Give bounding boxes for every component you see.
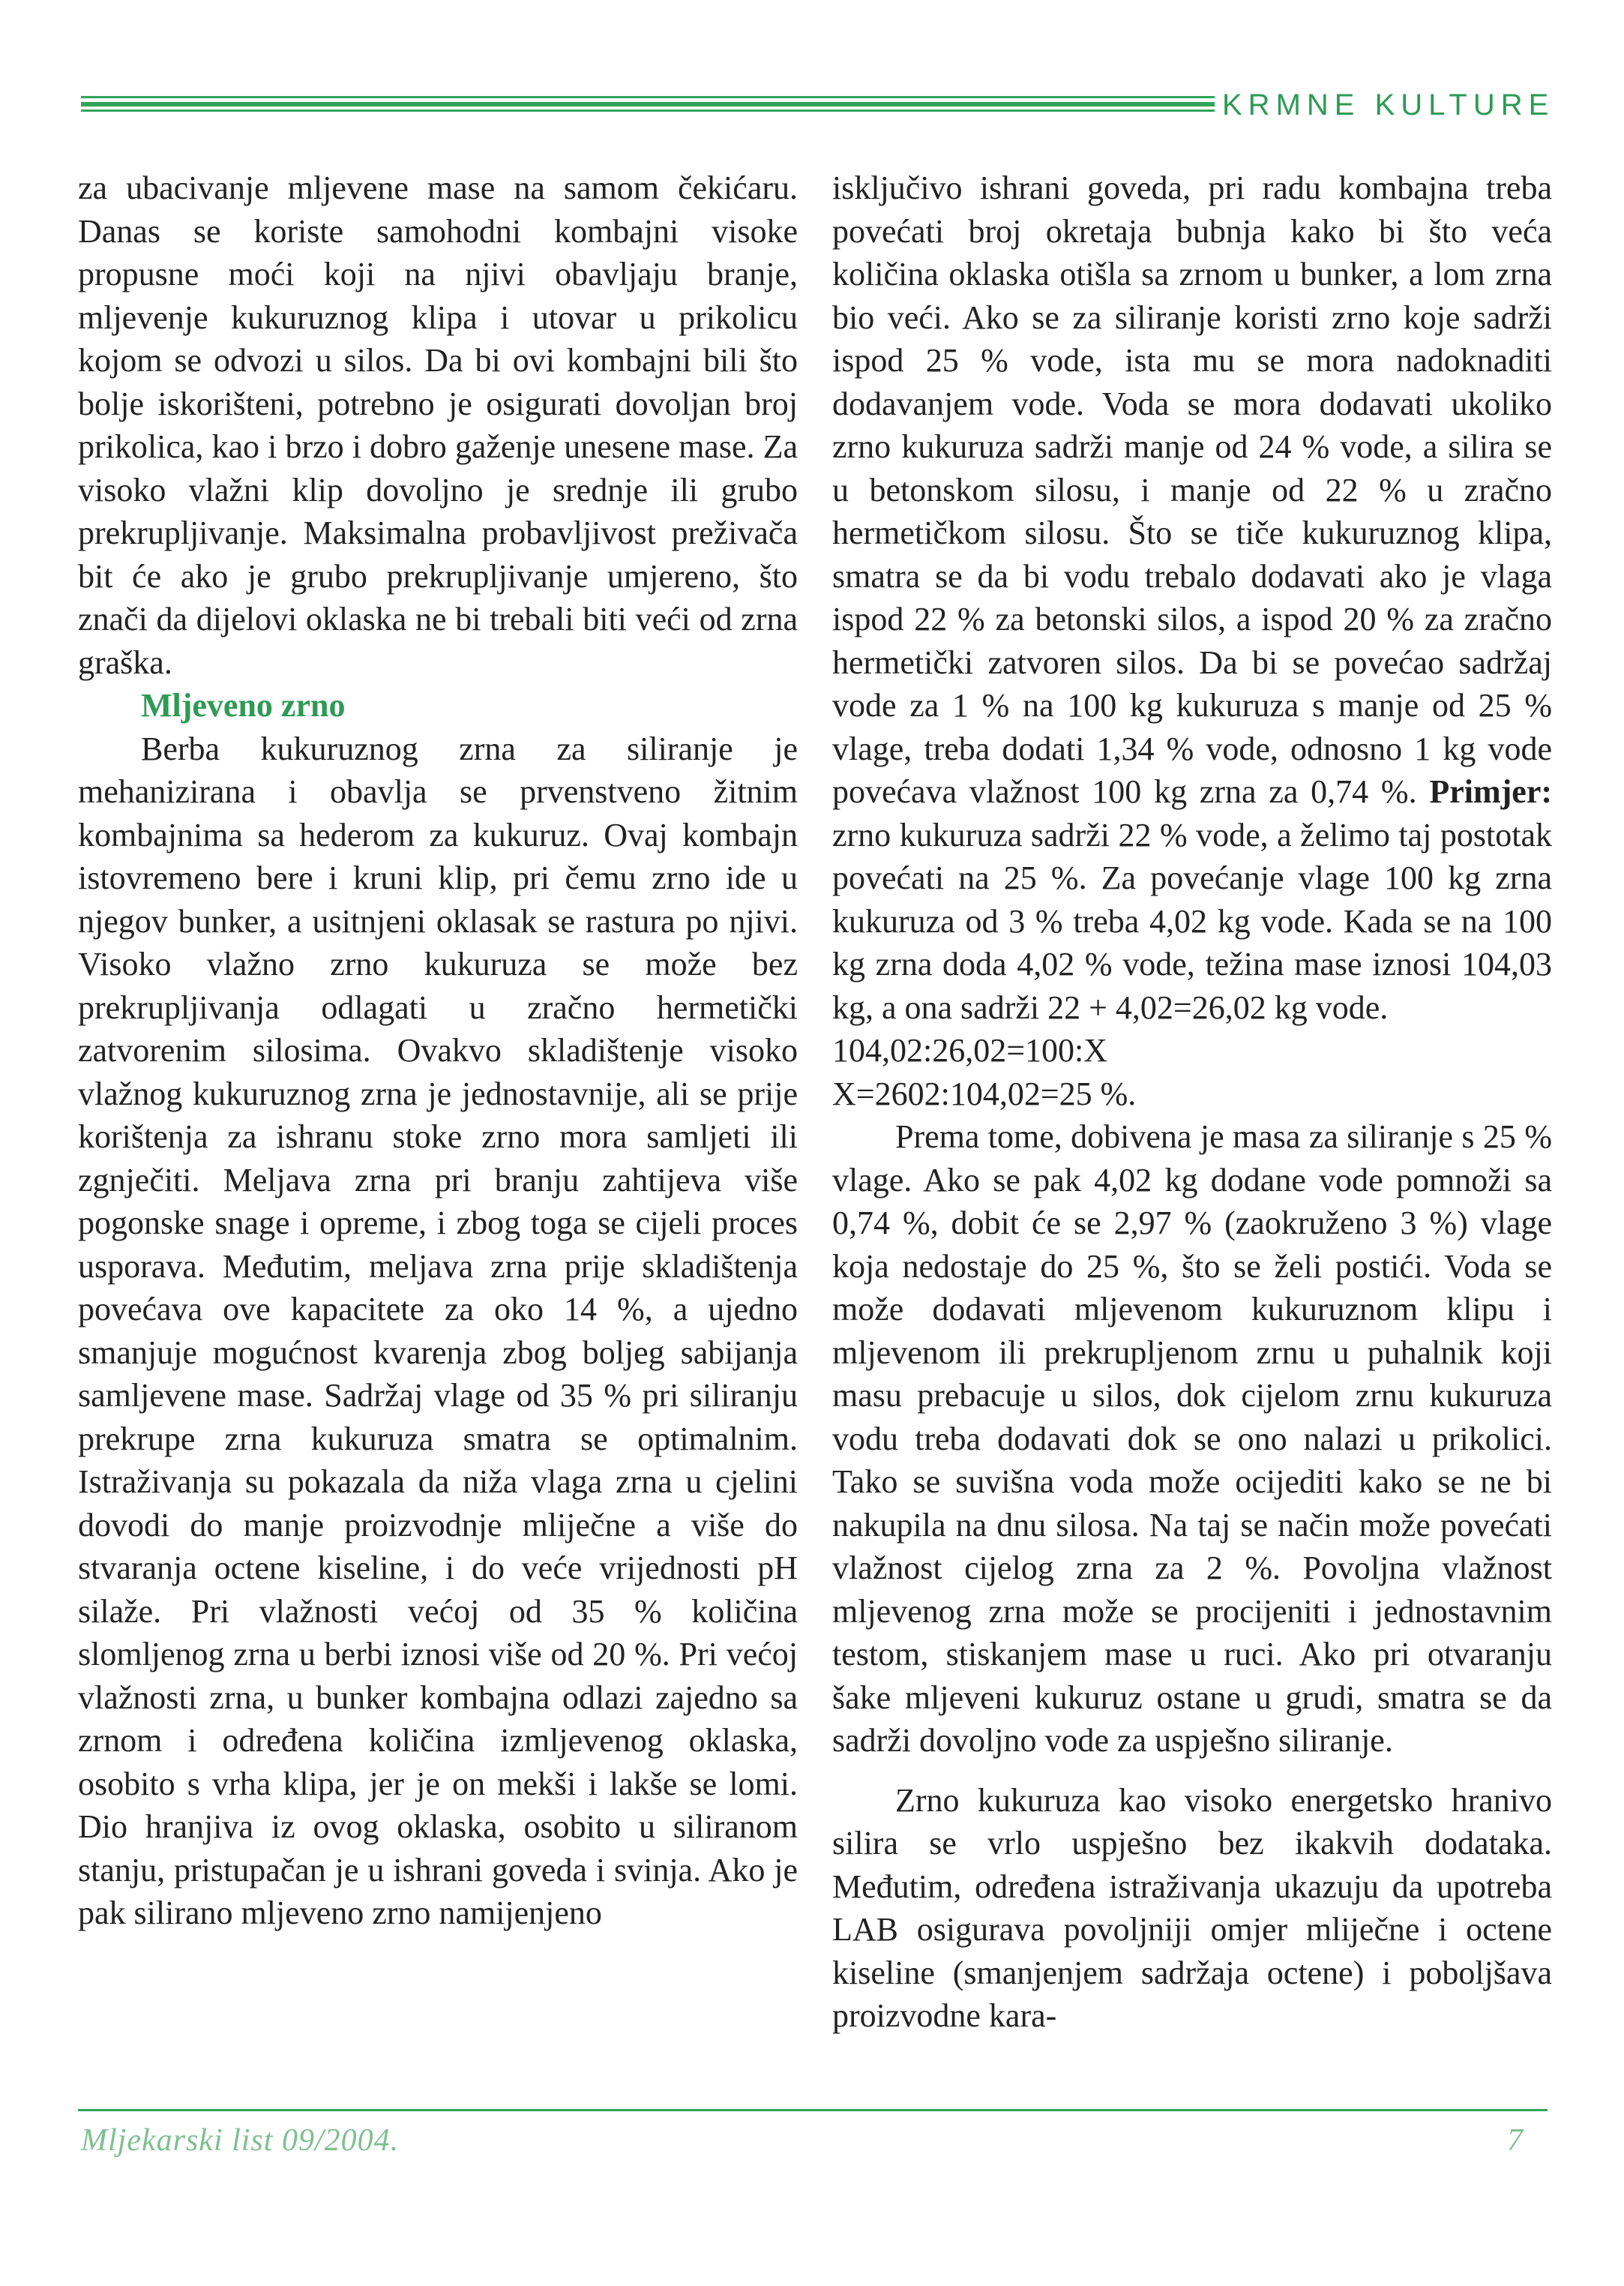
paragraph: za ubacivanje mljevene mase na samom čekićaru. Danas se koriste samohodni kombajni visoke propusne moći koji na njivi obavljaju branje, mljevenje kukuruznog klipa i utovar u prikolicu kojom se odvozi u silos. Da bi ovi kombajni bili što bolje iskorišteni, potrebno je osigurati dovoljan broj prikolica, kao i brzo i dobro gaženje unesene mase. Za visoko vlažni klip dovoljno je srednje ili grubo prekrupljivanje. Maksimalna probavljivost preživača bit će ako je grubo prekrupljivanje umjereno, što znači da dijelovi oklaska ne bi trebali biti veći od zrna graška. bbox=[78, 170, 798, 681]
paragraph bbox=[832, 166, 1552, 1029]
left-column bbox=[78, 166, 798, 1935]
formula-line: 104,02:26,02=100:X bbox=[832, 1032, 1108, 1069]
paragraph-text: isključivo ishrani goveda, pri radu kombajna treba povećati broj okretaja bubnja kako bi što veća količina oklaska otišla sa zrnom u bunker, a lom zrna bio veći. Ako se za siliranje koristi zrno koje sadrži ispod 25 % vode, ista mu se mora nadoknaditi dodavanjem vode. Voda se mora dodavati ukoliko zrno kukuruza sadrži manje od 24 % vode, a silira se u betonskom silosu, i manje od 22 % u zračno hermetičkom silosu. Što se tiče kukuruznog klipa, smatra se da bi vodu trebalo dodavati ako je vlaga ispod 22 % za betonski silos, a ispod 20 % za zračno hermetički zatvoren silos. Da bi se povećao sadržaj vode za 1 % na 100 kg kukuruza s manje od 25 % vlage, treba dodati 1,34 % vode, odnosno 1 kg vode povećava vlažnost 100 kg zrna za 0,74 %. bbox=[832, 170, 1552, 810]
subheading: Mljeveno zrno bbox=[141, 687, 346, 724]
page-number: 7 bbox=[1507, 2123, 1523, 2158]
section-title: KRMNE KULTURE bbox=[1222, 88, 1555, 122]
example-label: Primjer: bbox=[1429, 773, 1553, 810]
paragraph: Berba kukuruznog zrna za siliranje je mehanizirana i obavlja se prvenstveno žitnim kombajnima sa hederom za kukuruz. Ovaj kombajn istovremeno bere i kruni klip, pri čemu zrno ide u njegov bunker, a usitnjeni oklasak se rastura po njivi. Visoko vlažno zrno kukuruza se može bez prekrupljivanja odlagati u zračno hermetički zatvorenim silosima. Ovakvo skladištenje visoko vlažnog kukuruznog zrna je jednostavnije, ali se prije korištenja za ishranu stoke zrno mora samljeti ili zgnječiti. Meljava zrna pri branju zahtijeva više pogonske snage i opreme, i zbog toga se cijeli proces usporava. Međutim, meljava zrna prije skladištenja povećava ove kapacitete za oko 14 %, a ujedno smanjuje mogućnost kvarenja zbog boljeg sabijanja samljevene mase. Sadržaj vlage od 35 % pri siliranju prekrupe zrna kukuruza smatra se optimalnim. Istraživanja su pokazala da niža vlaga zrna u cjelini dovodi do manje proizvodnje mliječne a više do stvaranja octene kiseline, i do veće vrijednosti pH silaže. Pri vlažnosti većoj od 35 % količina slomljenog zrna u berbi iznosi više od 20 %. Pri većoj vlažnosti zrna, u bunker kombajna odlazi zajedno sa zrnom i određena količina izmljevenog oklaska, osobito s vrha klipa, jer je on mekši i lakše se lomi. Dio hranjiva iz ovog oklaska, osobito u siliranom stanju, pristupačan je u ishrani goveda i svinja. Ako je pak silirano mljeveno zrno namijenjeno bbox=[78, 730, 798, 1931]
paragraph-text: zrno kukuruza sadrži 22 % vode, a želimo taj postotak povećati na 25 %. Za povećanje vlage 100 kg zrna kukuruza od 3 % treba 4,02 kg vode. Kada se na 100 kg zrna doda 4,02 % vode, težina mase iznosi 104,03 kg, a ona sadrži 22 + 4,02=26,02 kg vode. bbox=[832, 816, 1552, 1026]
paragraph: Prema tome, dobivena je masa za siliranje s 25 % vlage. Ako se pak 4,02 kg dodane vode pomnoži sa 0,74 %, dobit će se 2,97 % (zaokruženo 3 %) vlage koja nedostaje do 25 %, što se želi postići. Voda se može dodavati mljevenom kukuruznom klipu i mljevenom ili prekrupljenom zrnu u puhalnik koji masu prebacuje u silos, dok cijelom zrnu kukuruza vodu treba dodavati dok se ono nalazi u prikolici. Tako se suvišna voda može ocijediti kako se ne bi nakupila na dnu silosa. Na taj se način može povećati vlažnost cijelog zrna za 2 %. Povoljna vlažnost mljevenog zrna može se procijeniti i jednostavnim testom, stiskanjem mase u ruci. Ako pri otvaranju šake mljeveni kukuruz ostane u grudi, smatra se da sadrži dovoljno vode za uspješno siliranje. bbox=[832, 1118, 1552, 1759]
paragraph: Zrno kukuruza kao visoko energetsko hranivo silira se vrlo uspješno bez ikakvih dodataka. Međutim, određena istraživanja ukazuju da upotreba LAB osigurava povoljniji omjer mliječne i octene kiseline (smanjenjem sadržaja octene) i poboljšava proizvodne kara- bbox=[832, 1781, 1552, 2034]
footer-rule bbox=[78, 2109, 1548, 2111]
header-rule bbox=[81, 96, 1215, 112]
formula-line: X=2602:104,02=25 %. bbox=[832, 1075, 1137, 1112]
right-column bbox=[832, 166, 1552, 2038]
publication-name: Mljekarski list 09/2004. bbox=[81, 2123, 400, 2158]
